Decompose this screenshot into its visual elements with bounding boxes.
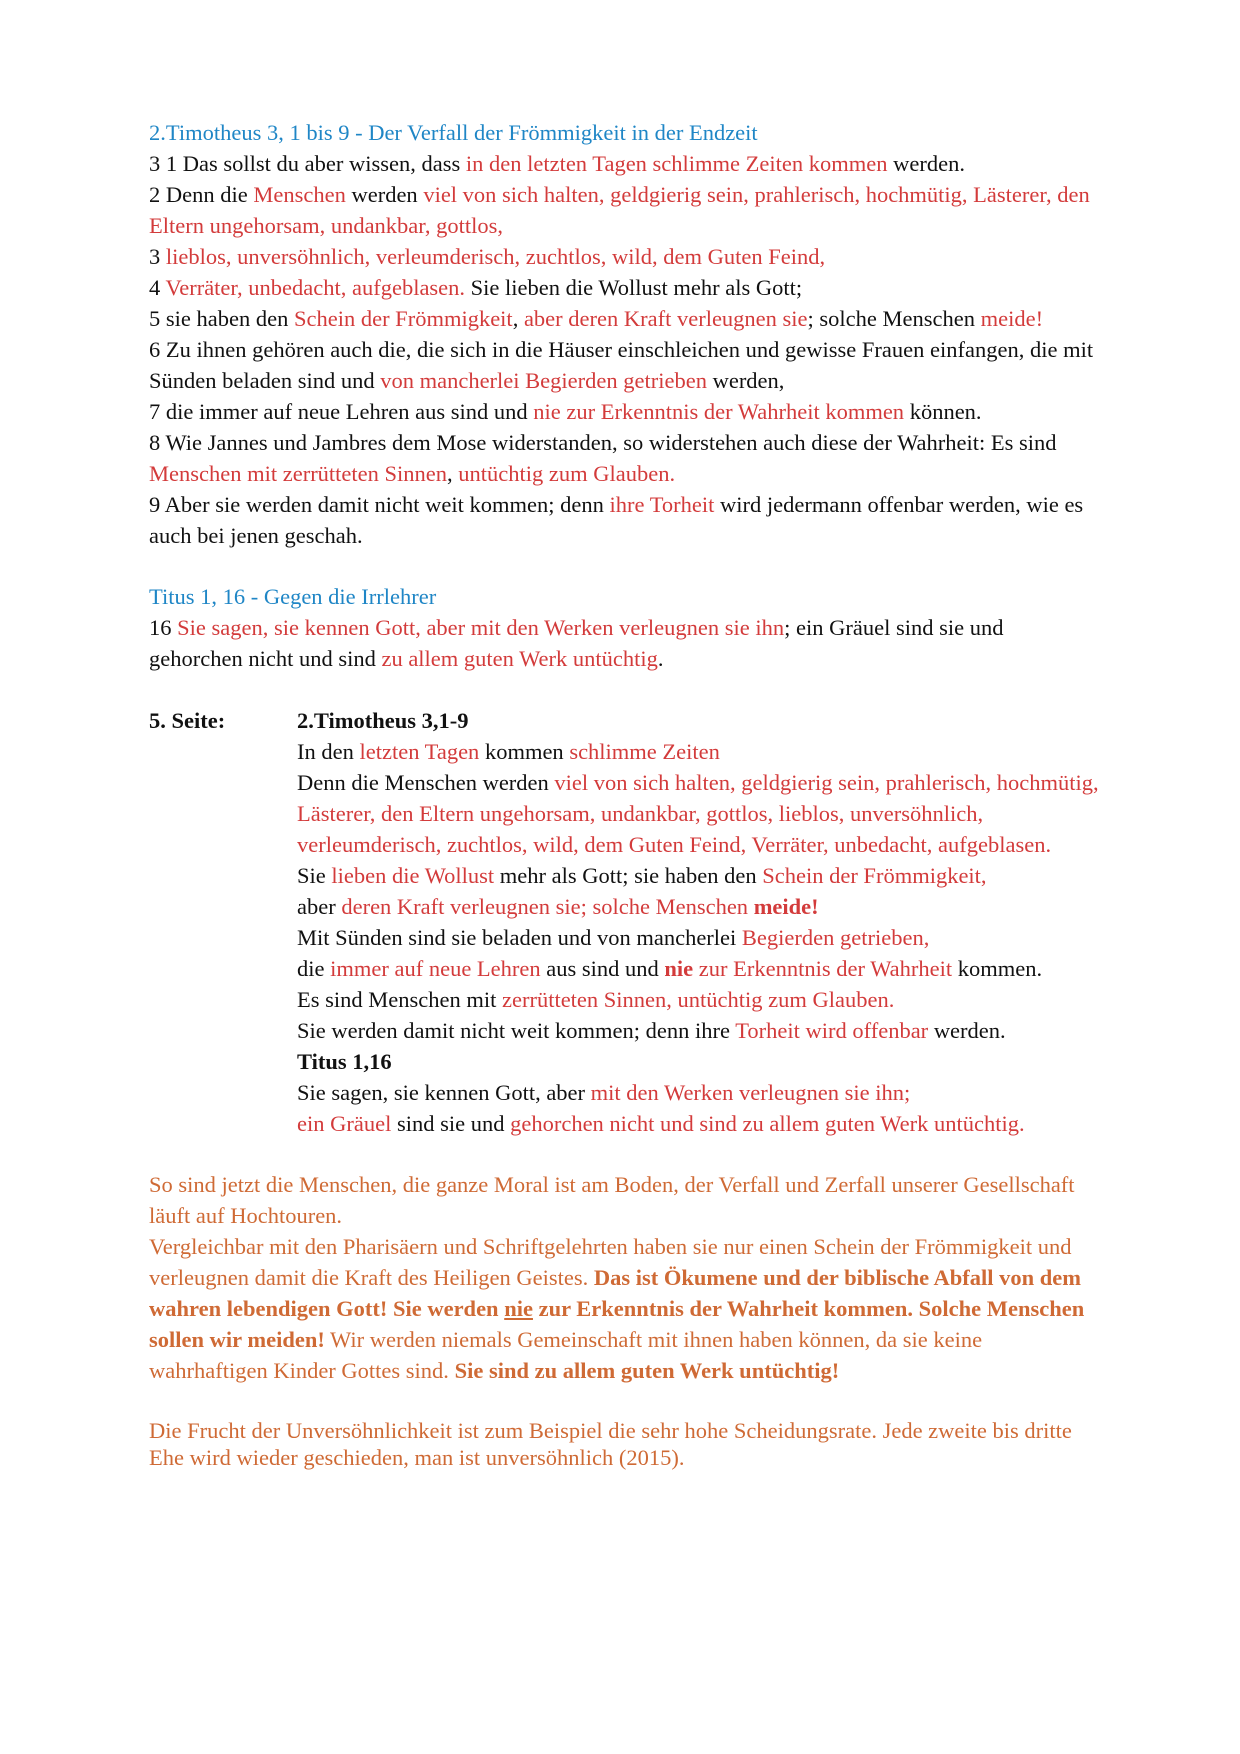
- commentary-p2-line-4: sollen wir meiden! Wir werden niemals Gemeinschaft mit ihnen haben können, da sie keine: [149, 1327, 983, 1352]
- summary-line-8: die immer auf neue Lehren aus sind und nie zur Erkenntnis der Wahrheit kommen.: [297, 956, 1043, 981]
- verse-4: 4 Verräter, unbedacht, aufgeblasen. Sie lieben die Wollust mehr als Gott;: [149, 275, 803, 300]
- verse-9-line-1: 9 Aber sie werden damit nicht weit kommen; denn ihre Torheit wird jedermann offenbar werden, wie es: [149, 492, 1084, 517]
- summary-heading-timotheus: 2.Timotheus 3,1-9: [297, 708, 469, 733]
- titus-verse-16-line-1: 16 Sie sagen, sie kennen Gott, aber mit den Werken verleugnen sie ihn; ein Gräuel sind sie und: [149, 615, 1004, 640]
- summary-line-3: Lästerer, den Eltern ungehorsam, undankbar, gottlos, lieblos, unversöhnlich,: [297, 801, 984, 826]
- summary-line-9: Es sind Menschen mit zerrütteten Sinnen, untüchtig zum Glauben.: [297, 987, 895, 1012]
- section-heading-titus: Titus 1, 16 - Gegen die Irrlehrer: [149, 584, 437, 609]
- verse-2-line-1: 2 Denn die Menschen werden viel von sich halten, geldgierig sein, prahlerisch, hochmütig, Lästerer, den: [149, 182, 1090, 207]
- commentary-p2-line-5: wahrhaftigen Kinder Gottes sind. Sie sind zu allem guten Werk untüchtig!: [149, 1358, 840, 1383]
- verse-1: 3 1 Das sollst du aber wissen, dass in den letzten Tagen schlimme Zeiten kommen werden.: [149, 151, 965, 176]
- summary-line-10: Sie werden damit nicht weit kommen; denn ihre Torheit wird offenbar werden.: [297, 1018, 1006, 1043]
- page-label: 5. Seite:: [149, 708, 226, 733]
- commentary-p1-line-2: läuft auf Hochtouren.: [149, 1203, 343, 1228]
- commentary-p2-line-3: wahren lebendigen Gott! Sie werden nie zur Erkenntnis der Wahrheit kommen. Solche Menschen: [149, 1296, 1085, 1321]
- titus-verse-16-line-2: gehorchen nicht und sind zu allem guten Werk untüchtig.: [149, 646, 664, 671]
- summary-line-11: Sie sagen, sie kennen Gott, aber mit den Werken verleugnen sie ihn;: [297, 1080, 911, 1105]
- summary-heading-titus: Titus 1,16: [297, 1049, 392, 1074]
- verse-5: 5 sie haben den Schein der Frömmigkeit, aber deren Kraft verleugnen sie; solche Menschen meide!: [149, 306, 1044, 331]
- verse-7: 7 die immer auf neue Lehren aus sind und nie zur Erkenntnis der Wahrheit kommen können.: [149, 399, 982, 424]
- commentary-p3-line-2: Ehe wird wieder geschieden, man ist unversöhnlich (2015).: [149, 1445, 685, 1470]
- summary-line-4: verleumderisch, zuchtlos, wild, dem Guten Feind, Verräter, unbedacht, aufgeblasen.: [297, 832, 1052, 857]
- verse-9-line-2: auch bei jenen geschah.: [149, 523, 363, 548]
- summary-line-6: aber deren Kraft verleugnen sie; solche Menschen meide!: [297, 894, 819, 919]
- verse-8-line-1: 8 Wie Jannes und Jambres dem Mose widerstanden, so widerstehen auch diese der Wahrheit: Es sind: [149, 430, 1057, 455]
- verse-8-line-2: Menschen mit zerrütteten Sinnen, untüchtig zum Glauben.: [149, 461, 676, 486]
- summary-line-2: Denn die Menschen werden viel von sich halten, geldgierig sein, prahlerisch, hochmütig,: [297, 770, 1099, 795]
- summary-line-1: In den letzten Tagen kommen schlimme Zeiten: [297, 739, 720, 764]
- summary-line-12: ein Gräuel sind sie und gehorchen nicht und sind zu allem guten Werk untüchtig.: [297, 1111, 1025, 1136]
- verse-2-line-2: Eltern ungehorsam, undankbar, gottlos,: [149, 213, 504, 238]
- section-heading-timotheus: 2.Timotheus 3, 1 bis 9 - Der Verfall der Frömmigkeit in der Endzeit: [149, 120, 758, 145]
- verse-6-line-1: 6 Zu ihnen gehören auch die, die sich in die Häuser einschleichen und gewisse Frauen einfangen, die mit: [149, 337, 1094, 362]
- commentary-p3-line-1: Die Frucht der Unversöhnlichkeit ist zum Beispiel die sehr hohe Scheidungsrate. Jede zweite bis dritte: [149, 1418, 1072, 1443]
- commentary-p2-line-2: verleugnen damit die Kraft des Heiligen Geistes. Das ist Ökumene und der biblische Abfall von dem: [149, 1265, 1082, 1290]
- verse-6-line-2: Sünden beladen sind und von mancherlei Begierden getrieben werden,: [149, 368, 785, 393]
- commentary-p2-line-1: Vergleichbar mit den Pharisäern und Schriftgelehrten haben sie nur einen Schein der Frömmigkeit und: [149, 1234, 1072, 1259]
- summary-line-5: Sie lieben die Wollust mehr als Gott; sie haben den Schein der Frömmigkeit,: [297, 863, 987, 888]
- commentary-p1-line-1: So sind jetzt die Menschen, die ganze Moral ist am Boden, der Verfall und Zerfall unserer Gesellschaft: [149, 1172, 1075, 1197]
- verse-3: 3 lieblos, unversöhnlich, verleumderisch, zuchtlos, wild, dem Guten Feind,: [149, 244, 826, 269]
- summary-line-7: Mit Sünden sind sie beladen und von mancherlei Begierden getrieben,: [297, 925, 930, 950]
